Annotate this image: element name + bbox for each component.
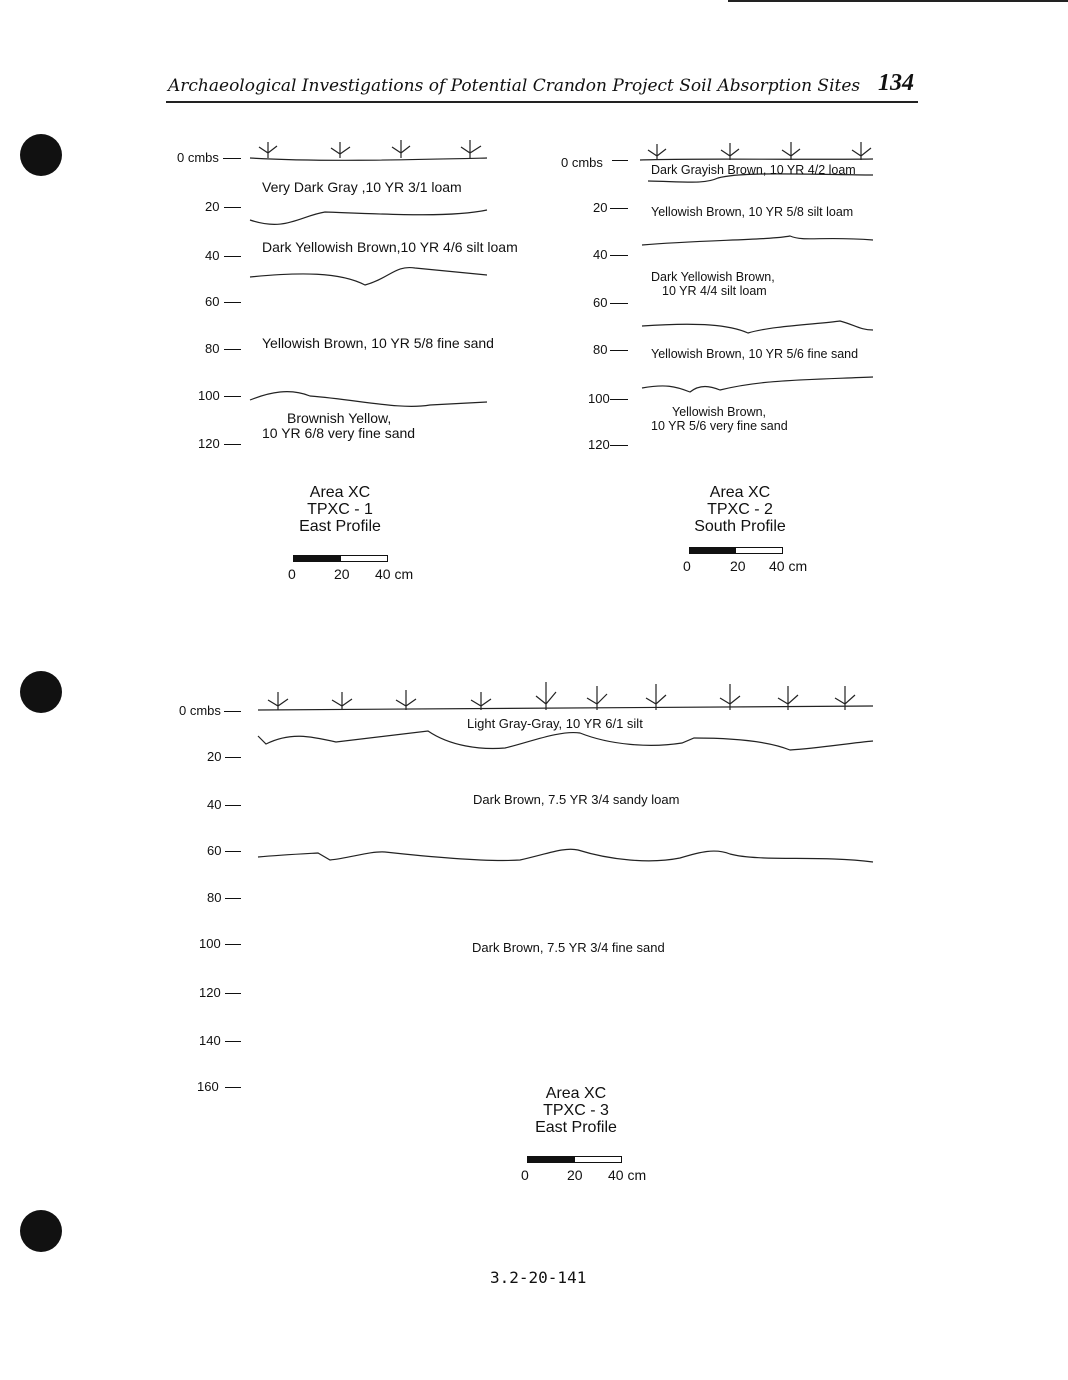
depth-tick: [612, 160, 628, 161]
depth-tick: [225, 757, 241, 758]
scale-bar: [527, 1156, 622, 1163]
layer-label: Yellowish Brown, 10 YR 5/6 fine sand: [651, 347, 859, 361]
depth-tick: [224, 711, 241, 712]
depth-label: 120: [588, 437, 610, 452]
depth-label: 20: [205, 199, 220, 214]
depth-tick: [610, 208, 628, 209]
layer-label: Dark Grayish Brown, 10 YR 4/2 loam: [651, 163, 856, 177]
ground-surface-line: [250, 158, 487, 160]
scale-label: 20: [334, 566, 350, 582]
layer-label: Dark Brown, 7.5 YR 3/4 sandy loam: [473, 792, 680, 807]
depth-label: 40: [207, 797, 222, 812]
depth-label: 0 cmbs: [177, 150, 219, 165]
horizon-boundary: [258, 849, 873, 862]
depth-tick: [224, 444, 241, 445]
layer-label: Brownish Yellow,: [287, 410, 392, 426]
scale-label: 0: [288, 566, 296, 582]
depth-tick: [610, 350, 628, 351]
layer-label: Dark Yellowish Brown,: [651, 270, 775, 284]
depth-label: 0 cmbs: [179, 703, 221, 718]
depth-label: 40: [205, 248, 220, 263]
scale-label: 0: [521, 1167, 529, 1183]
depth-label: 60: [593, 295, 608, 310]
depth-tick: [224, 349, 241, 350]
depth-label: 20: [593, 200, 608, 215]
depth-tick: [225, 944, 241, 945]
depth-tick: [224, 396, 241, 397]
layer-label: 10 YR 6/8 very fine sand: [262, 425, 416, 441]
depth-label: 60: [207, 843, 222, 858]
horizon-boundary: [250, 392, 487, 407]
depth-tick: [225, 1041, 241, 1042]
depth-tick: [225, 993, 241, 994]
horizon-boundary: [250, 268, 487, 285]
scale-bar: [293, 555, 388, 562]
layer-label: 10 YR 5/6 very fine sand: [651, 419, 788, 433]
depth-label: 80: [207, 890, 222, 905]
horizon-boundary: [642, 236, 873, 245]
depth-tick: [224, 302, 241, 303]
scale-label: 40 cm: [608, 1167, 647, 1183]
horizon-boundary: [642, 377, 873, 392]
depth-label: 140: [199, 1033, 221, 1048]
scale-label: 40 cm: [769, 558, 808, 574]
grass-icon: [268, 682, 855, 710]
ground-surface-line: [258, 706, 873, 710]
depth-tick: [225, 898, 241, 899]
depth-tick: [224, 256, 241, 257]
depth-tick: [610, 399, 628, 400]
running-header-title: Archaeological Investigations of Potential Crandon Project Soil Absorption Sites: [168, 76, 861, 96]
grass-icon: [648, 142, 871, 160]
document-number: 3.2-20-141: [490, 1268, 587, 1287]
ground-surface-line: [640, 159, 873, 160]
depth-label: 100: [588, 391, 610, 406]
depth-label: 20: [207, 749, 222, 764]
depth-tick: [610, 445, 628, 446]
depth-label: 120: [198, 436, 220, 451]
profile-title: Area XC TPXC - 2 South Profile: [694, 484, 786, 535]
depth-label: 0 cmbs: [561, 155, 603, 170]
depth-tick: [610, 255, 628, 256]
layer-label: Yellowish Brown, 10 YR 5/8 fine sand: [262, 335, 494, 351]
layer-label: Very Dark Gray ,10 YR 3/1 loam: [262, 179, 462, 195]
depth-label: 80: [593, 342, 608, 357]
scale-label: 40 cm: [375, 566, 414, 582]
scale-label: 0: [683, 558, 691, 574]
profile-title: Area XC TPXC - 3 East Profile: [535, 1085, 617, 1136]
depth-label: 100: [199, 936, 221, 951]
scale-bar: [689, 547, 783, 554]
horizon-boundary: [250, 210, 487, 224]
layer-label: 10 YR 4/4 silt loam: [662, 284, 767, 298]
layer-label: Dark Brown, 7.5 YR 3/4 fine sand: [472, 940, 665, 955]
layer-label: Yellowish Brown, 10 YR 5/8 silt loam: [651, 205, 854, 219]
depth-tick: [224, 207, 241, 208]
depth-label: 120: [199, 985, 221, 1000]
depth-tick: [225, 1087, 241, 1088]
tpxc3-drawing: [258, 682, 873, 862]
depth-tick: [223, 158, 241, 159]
layer-label: Yellowish Brown,: [672, 405, 767, 419]
depth-label: 60: [205, 294, 220, 309]
depth-label: 40: [593, 247, 608, 262]
horizon-boundary: [258, 731, 873, 750]
horizon-boundary: [642, 321, 873, 333]
depth-label: 80: [205, 341, 220, 356]
depth-tick: [225, 805, 241, 806]
profile-title: Area XC TPXC - 1 East Profile: [299, 484, 381, 535]
depth-label: 100: [198, 388, 220, 403]
layer-label: Light Gray-Gray, 10 YR 6/1 silt: [467, 716, 643, 731]
grass-icon: [259, 140, 481, 158]
depth-tick: [225, 851, 241, 852]
depth-label: 160: [197, 1079, 219, 1094]
layer-label: Dark Yellowish Brown,10 YR 4/6 silt loam: [262, 239, 518, 255]
scale-label: 20: [730, 558, 746, 574]
page-number: 134: [878, 70, 914, 96]
depth-tick: [610, 303, 628, 304]
scale-label: 20: [567, 1167, 583, 1183]
